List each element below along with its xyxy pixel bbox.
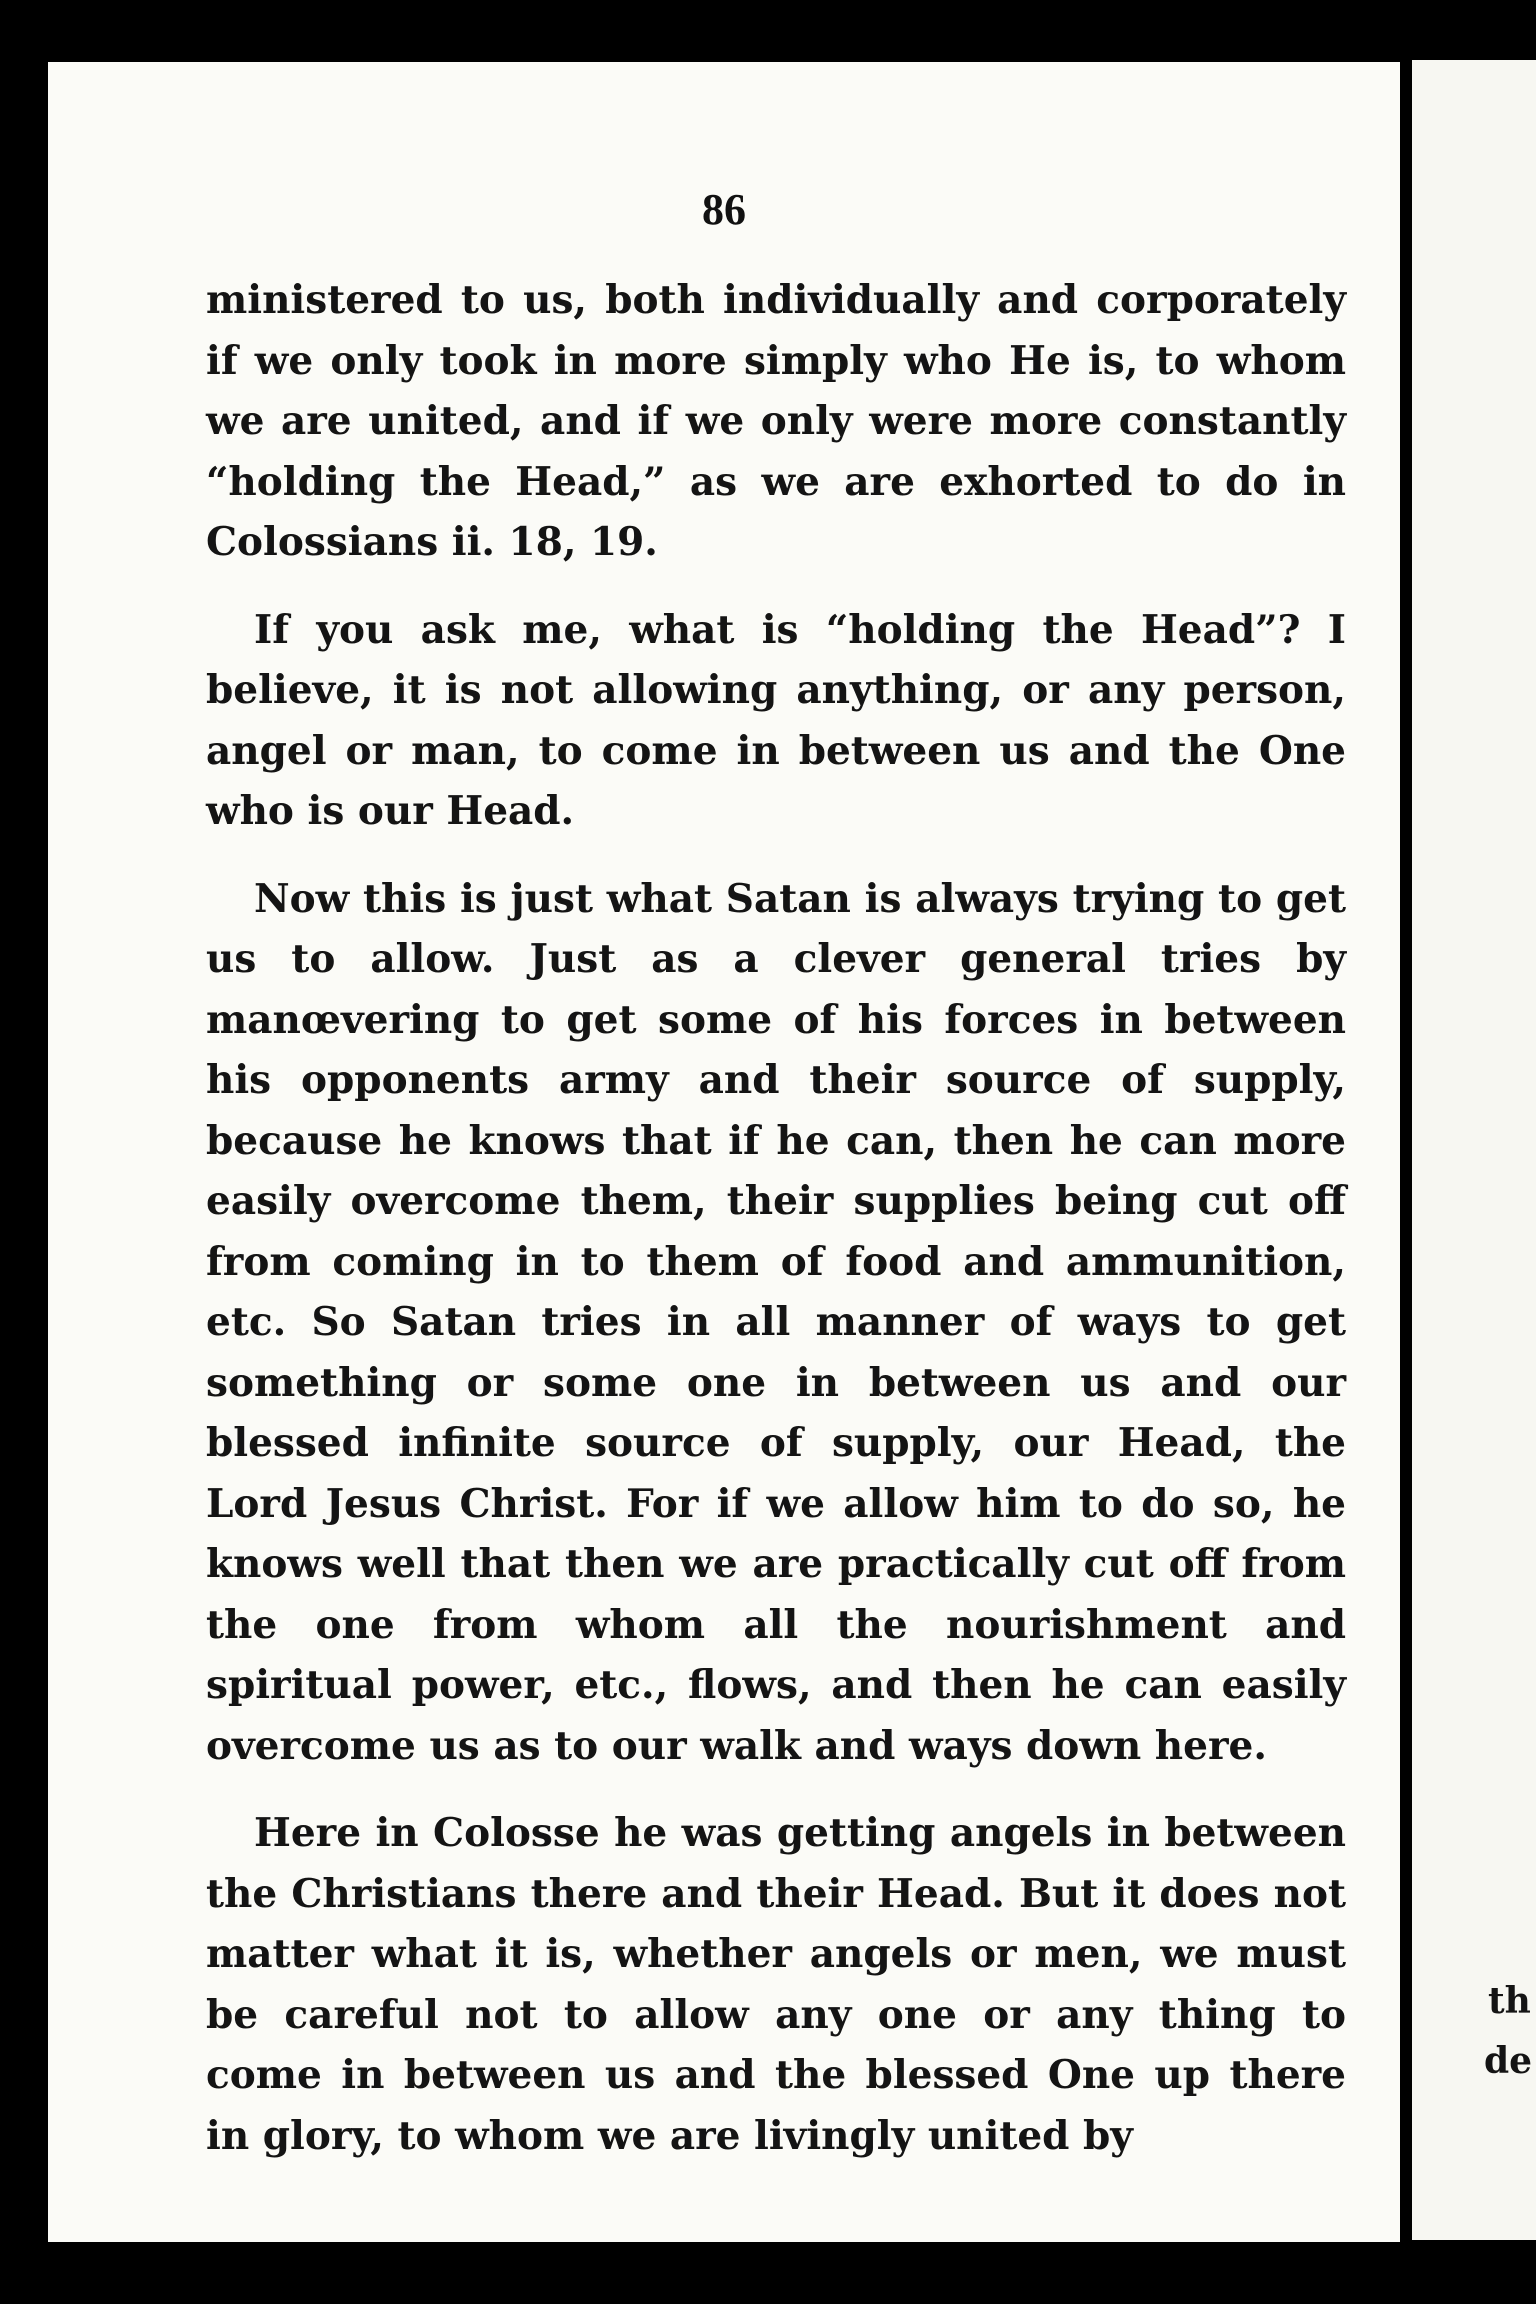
paragraph-1: ministered to us, both individually and corporately if we only took in more simply who He is, to whom we are united, and if we only were more constantly “holding the Head,” as we are exhorted to do in Colossians ii. 18, 19. (206, 277, 1346, 565)
page-number: 86 (702, 185, 746, 234)
paragraph-4: Here in Colosse he was getting angels in between the Christians there and their Head. But it does not matter what it is, whether angels or men, we must be careful not to allow any one or any thing to come in between us and the blessed One up there in glory, to whom we are livingly united by (206, 1810, 1346, 2159)
facing-page-fragment: th (1488, 1980, 1531, 2022)
paragraph-2: If you ask me, what is “holding the Head”? I believe, it is not allowing anything, or any person, angel or man, to come in between us and the One who is our Head. (206, 606, 1346, 834)
paragraph-3: Now this is just what Satan is always trying to get us to allow. Just as a clever general tries by manœvering to get some of his forces in between his opponents army and their source of supply, because he knows that if he can, then he can more easily overcome them, their supplies being cut off from coming in to them of food and ammunition, etc. So Satan tries in all manner of ways to get something or some one in between us and our blessed infinite source of supply, our Head, the Lord Jesus Christ. For if we allow him to do so, he knows well that then we are practically cut off from the one from whom all the nourishment and spiritual power, etc., flows, and then he can easily overcome us as to our walk and ways down here. (206, 875, 1346, 1769)
facing-page-fragment: de (1484, 2040, 1533, 2082)
book-page (48, 62, 1400, 2242)
page-text (206, 270, 1346, 2166)
facing-page-edge (1412, 60, 1536, 2240)
